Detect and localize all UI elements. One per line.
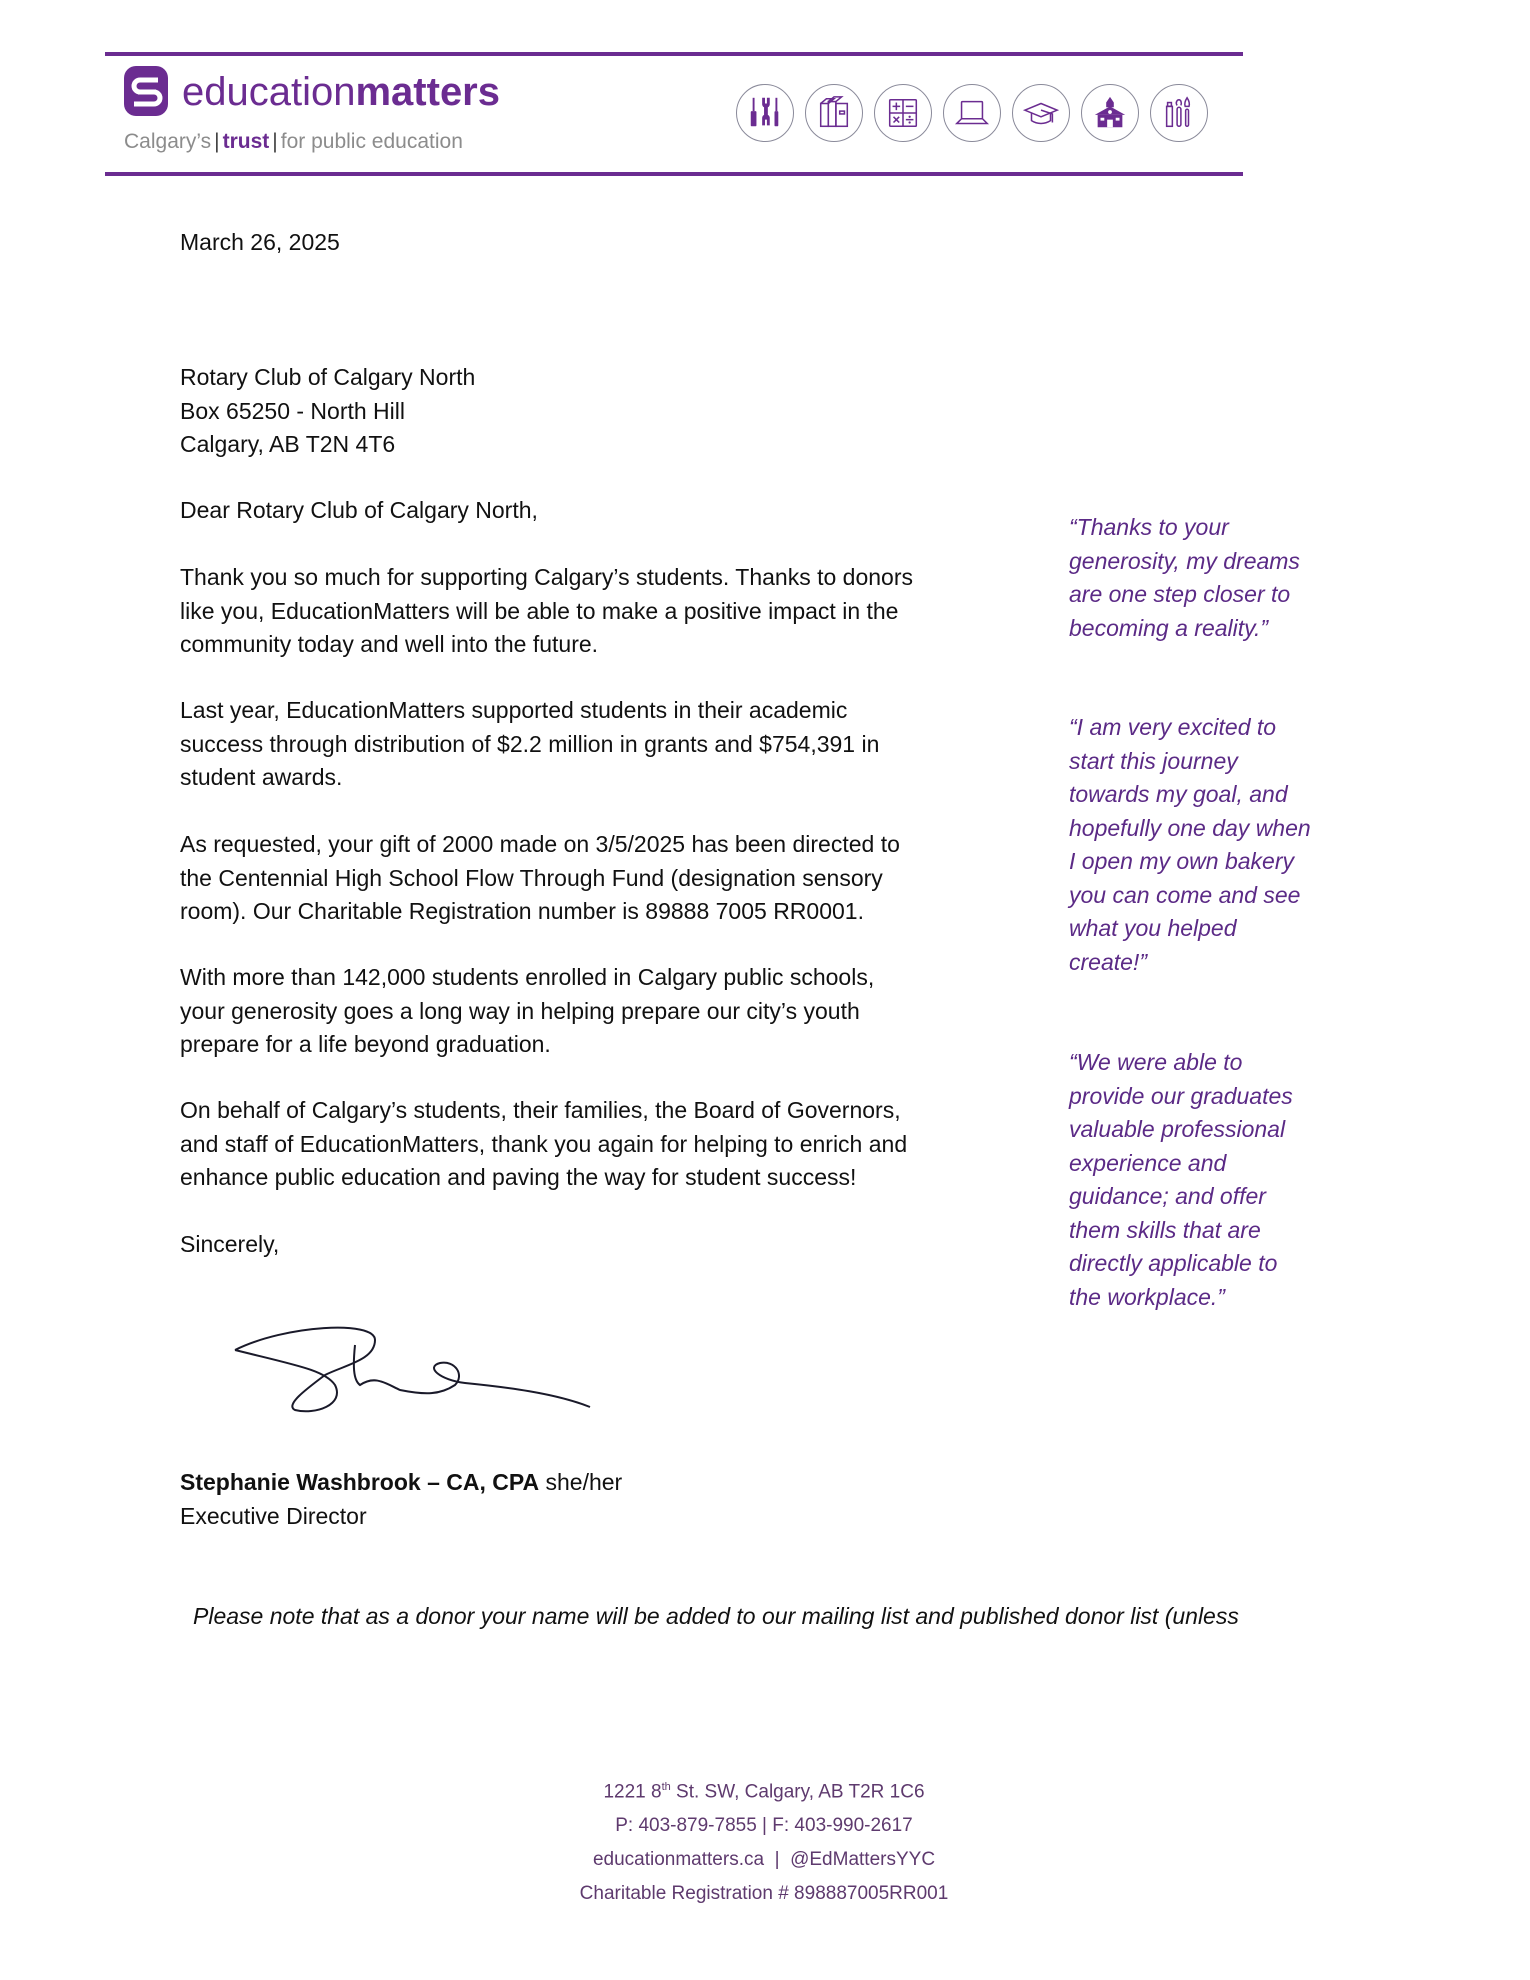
quote-line: valuable professional <box>1069 1116 1286 1142</box>
tagline-separator: | <box>272 130 278 153</box>
laptop-icon <box>943 84 1001 142</box>
logo-word-bold: matters <box>355 70 500 114</box>
paragraph-line: Thank you so much for supporting Calgary’s students. Thanks to donors <box>180 564 913 590</box>
art-supplies-icon <box>1150 84 1208 142</box>
paragraph-line: success through distribution of $2.2 million in grants and $754,391 in <box>180 730 880 757</box>
quote-line: start this journey <box>1069 747 1238 774</box>
donor-note: Please note that as a donor your name will be added to our mailing list and published donor list (unless <box>193 1603 1239 1629</box>
logo-wordmark <box>182 68 500 116</box>
closing: Sincerely, <box>180 1231 280 1257</box>
paragraph-line: student awards. <box>180 764 343 790</box>
footer-phone: P: 403-879-7855 | F: 403-990-2617 <box>615 1815 913 1837</box>
signature-icon <box>225 1315 605 1415</box>
letter-date: March 26, 2025 <box>180 229 340 255</box>
body-paragraph <box>180 561 1000 662</box>
signer-name: Stephanie Washbrook – CA, CPA <box>180 1469 540 1495</box>
body-paragraph <box>180 694 1000 795</box>
paragraph-line: On behalf of Calgary’s students, their families, the Board of Governors, <box>180 1097 901 1123</box>
paragraph-line: With more than 142,000 students enrolled in Calgary public schools, <box>180 964 875 990</box>
footer-address-number: 1221 8 <box>603 1781 662 1803</box>
quote-line: I open my own bakery <box>1069 848 1295 874</box>
quote-line: “I am very excited to <box>1069 714 1277 740</box>
quote-line: provide our graduates <box>1069 1082 1293 1109</box>
header-icons <box>736 84 1208 142</box>
quote-line: “Thanks to your <box>1069 514 1229 540</box>
paragraph-line: community today and well into the future. <box>180 631 599 657</box>
quote-line: becoming a reality.” <box>1069 614 1268 641</box>
footer <box>0 1770 1530 1911</box>
quote-line: guidance; and offer <box>1069 1183 1266 1209</box>
recipient-line: Calgary, AB T2N 4T6 <box>180 431 396 457</box>
quote-line: hopefully one day when <box>1069 814 1311 841</box>
tools-icon <box>736 84 794 142</box>
header-top-rule <box>105 52 1243 56</box>
salutation: Dear Rotary Club of Calgary North, <box>180 497 538 523</box>
testimonial-quote <box>1069 1046 1293 1314</box>
signer-pronouns: she/her <box>545 1469 623 1495</box>
paragraph-line: prepare for a life beyond graduation. <box>180 1031 551 1057</box>
footer-registration: Charitable Registration # 898887005RR001 <box>579 1883 949 1905</box>
body-paragraph <box>180 828 1000 929</box>
quote-line: “We were able to <box>1069 1049 1243 1075</box>
paragraph-line: Last year, EducationMatters supported students in their academic <box>180 697 848 723</box>
recipient-line: Rotary Club of Calgary North <box>180 364 476 390</box>
quote-line: directly applicable to <box>1069 1250 1278 1276</box>
quote-line: create!” <box>1069 948 1147 975</box>
signer-block <box>180 1466 622 1533</box>
body-paragraph <box>180 961 1000 1062</box>
quote-line: are one step closer to <box>1069 581 1291 607</box>
header-bottom-rule <box>105 172 1243 176</box>
paragraph-line: As requested, your gift of 2000 made on 3/5/2025 has been directed to <box>180 831 900 857</box>
paragraph-line: enhance public education and paving the way for student success! <box>180 1164 857 1190</box>
body-paragraph <box>180 1094 1010 1195</box>
footer-web[interactable]: educationmatters.ca | @EdMattersYYC <box>592 1849 936 1871</box>
graduation-cap-icon <box>1012 84 1070 142</box>
paragraph-line: and staff of EducationMatters, thank you again for helping to enrich and <box>180 1130 908 1157</box>
quote-line: towards my goal, and <box>1069 781 1288 807</box>
paragraph-line: your generosity goes a long way in helping prepare our city’s youth <box>180 997 860 1024</box>
quote-line: generosity, my dreams <box>1069 547 1300 574</box>
logo-mark-icon <box>124 66 168 116</box>
signer-name-line <box>180 1466 622 1500</box>
tagline-separator: | <box>214 130 220 153</box>
logo-word-light: education <box>182 70 356 114</box>
tagline-trust: trust <box>222 130 270 153</box>
recipient-address <box>180 361 475 462</box>
signer-title: Executive Director <box>180 1502 367 1529</box>
footer-address-rest: St. SW, Calgary, AB T2R 1C6 <box>670 1781 925 1803</box>
quote-line: them skills that are <box>1069 1216 1261 1243</box>
quote-line: experience and <box>1069 1149 1227 1176</box>
tagline <box>124 130 463 154</box>
quote-line: what you helped <box>1069 915 1237 941</box>
paragraph-line: room). Our Charitable Registration number is 89888 7005 RR0001. <box>180 898 864 924</box>
footer-address <box>0 1770 1529 1809</box>
math-icon <box>874 84 932 142</box>
quote-line: the workplace.” <box>1069 1283 1225 1310</box>
tagline-before: Calgary’s <box>124 130 212 153</box>
quote-line: you can come and see <box>1069 881 1301 908</box>
footer-address-sup: th <box>661 1781 671 1793</box>
paragraph-line: like you, EducationMatters will be able to make a positive impact in the <box>180 597 899 624</box>
testimonial-quote <box>1069 711 1311 979</box>
recipient-line: Box 65250 - North Hill <box>180 397 405 424</box>
testimonial-quote <box>1069 511 1300 645</box>
schoolhouse-icon <box>1081 84 1139 142</box>
tagline-after: for public education <box>280 130 463 153</box>
books-icon <box>805 84 863 142</box>
paragraph-line: the Centennial High School Flow Through Fund (designation sensory <box>180 864 883 891</box>
